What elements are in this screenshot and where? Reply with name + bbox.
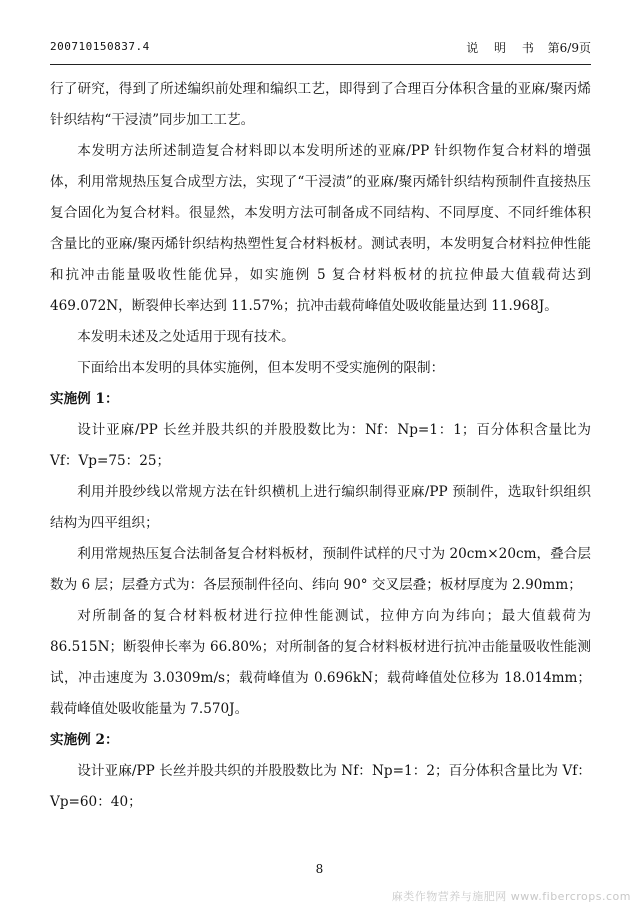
header-right — [466, 39, 591, 56]
watermark: 麻类作物营养与施肥网 www.fibercrops.com — [391, 890, 631, 903]
paragraph: 对所制备的复合材料板材进行拉伸性能测试，拉伸方向为纬向；最大值载荷为 86.515N；断裂伸长率为 66.80%；对所制备的复合材料板材进行抗冲击能量吸收性能测试，冲击速度为 3.0309m/s；载荷峰值为 0.696kN；载荷峰值处位移为 18.014mm；载荷峰值处吸收能量为 7.570J。 — [50, 608, 591, 717]
page-number: 8 — [315, 862, 324, 876]
application-number: 200710150837.4 — [50, 40, 150, 53]
paragraph: 利用并股纱线以常规方法在针织横机上进行编织制得亚麻/PP 预制件，选取针织组织结构为四平组织； — [50, 484, 591, 531]
header-divider — [50, 64, 591, 65]
paragraph: 行了研究，得到了所述编织前处理和编织工艺，即得到了合理百分体积含量的亚麻/聚丙烯针织结构“干浸渍”同步加工工艺。 — [50, 81, 591, 128]
paragraph: 设计亚麻/PP 长丝并股共织的并股股数比为 Nf：Np=1：2；百分体积含量比为 Vf：Vp=60：40； — [50, 763, 591, 810]
document-body — [50, 74, 591, 818]
paragraph: 利用常规热压复合法制备复合材料板材，预制件试样的尺寸为 20cm×20cm，叠合层数为 6 层；层叠方式为：各层预制件径向、纬向 90° 交叉层叠；板材厚度为 2.90mm； — [50, 546, 591, 593]
section-heading: 实施例 1： — [50, 391, 119, 407]
section-heading: 实施例 2： — [50, 732, 119, 748]
paragraph: 下面给出本发明的具体实施例，但本发明不受实施例的限制： — [77, 360, 445, 376]
paragraph: 本发明方法所述制造复合材料即以本发明所述的亚麻/PP 针织物作复合材料的增强体，利用常规热压复合成型方法，实现了“干浸渍”的亚麻/聚丙烯针织结构预制件直接热压复合固化为复合材料。很显然，本发明方法可制备成不同结构、不同厚度、不同纤维体积含量比的亚麻/聚丙烯针织结构热塑性复合材料板材。测试表明，本发明复合材料拉伸性能和抗冲击能量吸收性能优异，如实施例 5 复合材料板材的抗拉伸最大值载荷达到 469.072N，断裂伸长率达到 11.57%；抗冲击载荷峰值处吸收能量达到 11.968J。 — [50, 143, 591, 314]
page-label: 第6/9页 — [547, 41, 591, 55]
paragraph: 本发明未述及之处适用于现有技术。 — [77, 329, 295, 345]
document-title: 说 明 书 — [466, 41, 540, 55]
paragraph: 设计亚麻/PP 长丝并股共织的并股股数比为：Nf：Np=1：1；百分体积含量比为 Vf：Vp=75：25； — [50, 422, 591, 469]
page-header — [50, 36, 591, 58]
